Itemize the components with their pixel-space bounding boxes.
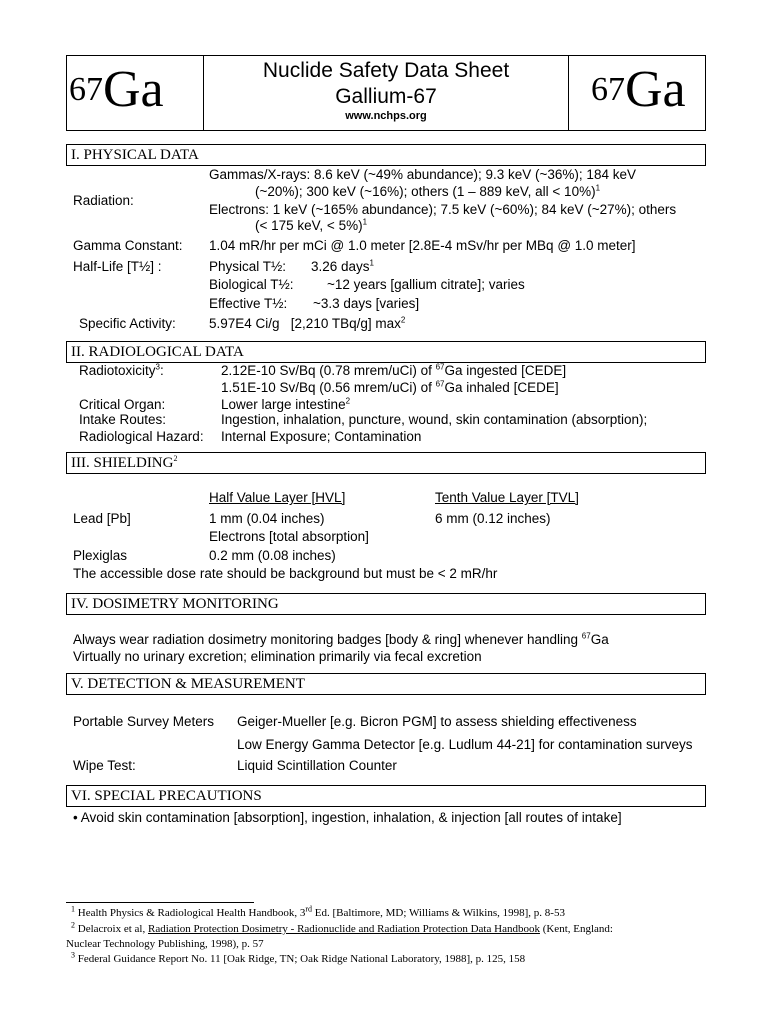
section-dosimetry-monitoring: IV. DOSIMETRY MONITORING (66, 593, 706, 615)
wipe-test-label: Wipe Test: (73, 758, 136, 773)
header-symbol-left (67, 56, 204, 130)
title-line1: Nuclide Safety Data Sheet (262, 59, 510, 82)
radiotoxicity-label: Radiotoxicity$^3$: (79, 362, 164, 378)
electrons-absorption-note: Electrons [total absorption] (209, 529, 369, 544)
section-detection-measurement: V. DETECTION & MEASUREMENT (66, 673, 706, 695)
tvl-header: Tenth Value Layer [TVL] (435, 490, 579, 505)
section-physical-data: I. PHYSICAL DATA (66, 144, 706, 166)
effective-half-life-label: Effective T½: (209, 296, 288, 311)
intake-routes-label: Intake Routes: (79, 412, 167, 427)
dosimetry-line2: Virtually no urinary excretion; elimination primarily via fecal excretion (73, 649, 482, 664)
element-symbol-right (591, 58, 686, 118)
half-life-label: Half-Life [T½] : (73, 259, 162, 274)
gammas-line1: Gammas/X-rays: 8.6 keV (~49% abundance); 9.3 keV (~36%); 184 keV (209, 167, 636, 182)
portable-survey-gm: Geiger-Mueller [e.g. Bicron PGM] to assess shielding effectiveness (237, 714, 637, 729)
effective-half-life-value: ~3.3 days [varies] (313, 296, 420, 311)
footnote-2: $^2$ Delacroix et al, Radiation Protection Dosimetry - Radionuclide and Radiation Protection Data Handbook (Kent, England: (71, 920, 613, 935)
specific-activity-value: 5.97E4 Ci/g [2,210 TBq/g] $\max^2$ (209, 315, 406, 331)
dosimetry-line1: Always wear radiation dosimetry monitoring badges [body & ring] whenever handling $^{67}$Ga (73, 631, 609, 647)
gamma-constant-value: 1.04 mR/hr per mCi @ 1.0 meter [2.8E-4 mSv/hr per MBq @ 1.0 meter] (209, 238, 636, 253)
lead-tvl: 6 mm (0.12 inches) (435, 511, 551, 526)
footnote-rule (66, 902, 254, 903)
element-left: Ga (103, 61, 164, 118)
biological-half-life-value: ~12 years [gallium citrate]; varies (327, 277, 525, 292)
radiation-label: Radiation: (73, 193, 134, 208)
element-right: Ga (625, 61, 686, 118)
plexiglas-label: Plexiglas (73, 548, 128, 563)
radiological-hazard-value: Internal Exposure; Contamination (221, 429, 422, 444)
header-symbol-right (568, 56, 705, 130)
critical-organ-label: Critical Organ: (79, 397, 166, 412)
hvl-header: Half Value Layer [HVL] (209, 490, 346, 505)
critical-organ-value: Lower large intestine$^2$ (221, 396, 351, 412)
plexiglas-value: 0.2 mm (0.08 inches) (209, 548, 336, 563)
element-symbol-left (69, 58, 164, 118)
lead-hvl: 1 mm (0.04 inches) (209, 511, 325, 526)
header-title (204, 58, 568, 110)
mass-number-left: 67 (69, 71, 103, 108)
header-url[interactable]: www.nchps.org (345, 110, 427, 122)
gammas-line2: (~20%); 300 keV (~16%); others (1 – 889 keV, all < 10%)$^1$ (255, 183, 601, 199)
dose-rate-note: The accessible dose rate should be background but must be < 2 mR/hr (73, 566, 498, 581)
lead-label: Lead [Pb] (73, 511, 131, 526)
bullet-icon: • (73, 810, 78, 825)
section-special-precautions: VI. SPECIAL PRECAUTIONS (66, 785, 706, 807)
electrons-line2: (< 175 keV, < 5%)$^1$ (255, 217, 368, 233)
biological-half-life-label: Biological T½: (209, 277, 294, 292)
precaution-item: • Avoid skin contamination [absorption], ingestion, inhalation, & injection [all routes of intake] (73, 810, 622, 825)
footnote-2-continued: Nuclear Technology Publishing, 1998), p. 57 (66, 938, 264, 950)
title-line2: Gallium-67 (335, 85, 437, 108)
section-shielding: III. SHIELDING$^2$ (66, 452, 706, 474)
radiotoxicity-inhaled: 1.51E-10 Sv/Bq (0.56 mrem/uCi) of $^{67}$Ga inhaled [CEDE] (221, 379, 559, 395)
specific-activity-label: Specific Activity: (79, 316, 176, 331)
gamma-constant-label: Gamma Constant: (73, 238, 183, 253)
physical-half-life-label: Physical T½: (209, 259, 287, 274)
section-radiological-data: II. RADIOLOGICAL DATA (66, 341, 706, 363)
portable-survey-label: Portable Survey Meters (73, 714, 215, 729)
electrons-line1: Electrons: 1 keV (~165% abundance); 7.5 keV (~60%); 84 keV (~27%); others (209, 202, 677, 217)
header-table (66, 55, 706, 131)
radiotoxicity-ingested: 2.12E-10 Sv/Bq (0.78 mrem/uCi) of $^{67}$Ga ingested [CEDE] (221, 362, 567, 378)
portable-survey-gamma: Low Energy Gamma Detector [e.g. Ludlum 44-21] for contamination surveys (237, 737, 693, 752)
footnote-3: $^3$ Federal Guidance Report No. 11 [Oak Ridge, TN; Oak Ridge National Laboratory, 1988], p. 125, 158 (71, 950, 526, 965)
physical-half-life-value: 3.26 days$^1$ (311, 258, 374, 274)
wipe-test-value: Liquid Scintillation Counter (237, 758, 397, 773)
radiological-hazard-label: Radiological Hazard: (79, 429, 204, 444)
intake-routes-value: Ingestion, inhalation, puncture, wound, skin contamination (absorption); (221, 412, 648, 427)
mass-number-right: 67 (591, 71, 625, 108)
footnote-1: $^1$ Health Physics & Radiological Health Handbook, 3rd Ed. [Baltimore, MD; Williams & Wilkins, 1998], p. 8-53 (71, 904, 565, 919)
